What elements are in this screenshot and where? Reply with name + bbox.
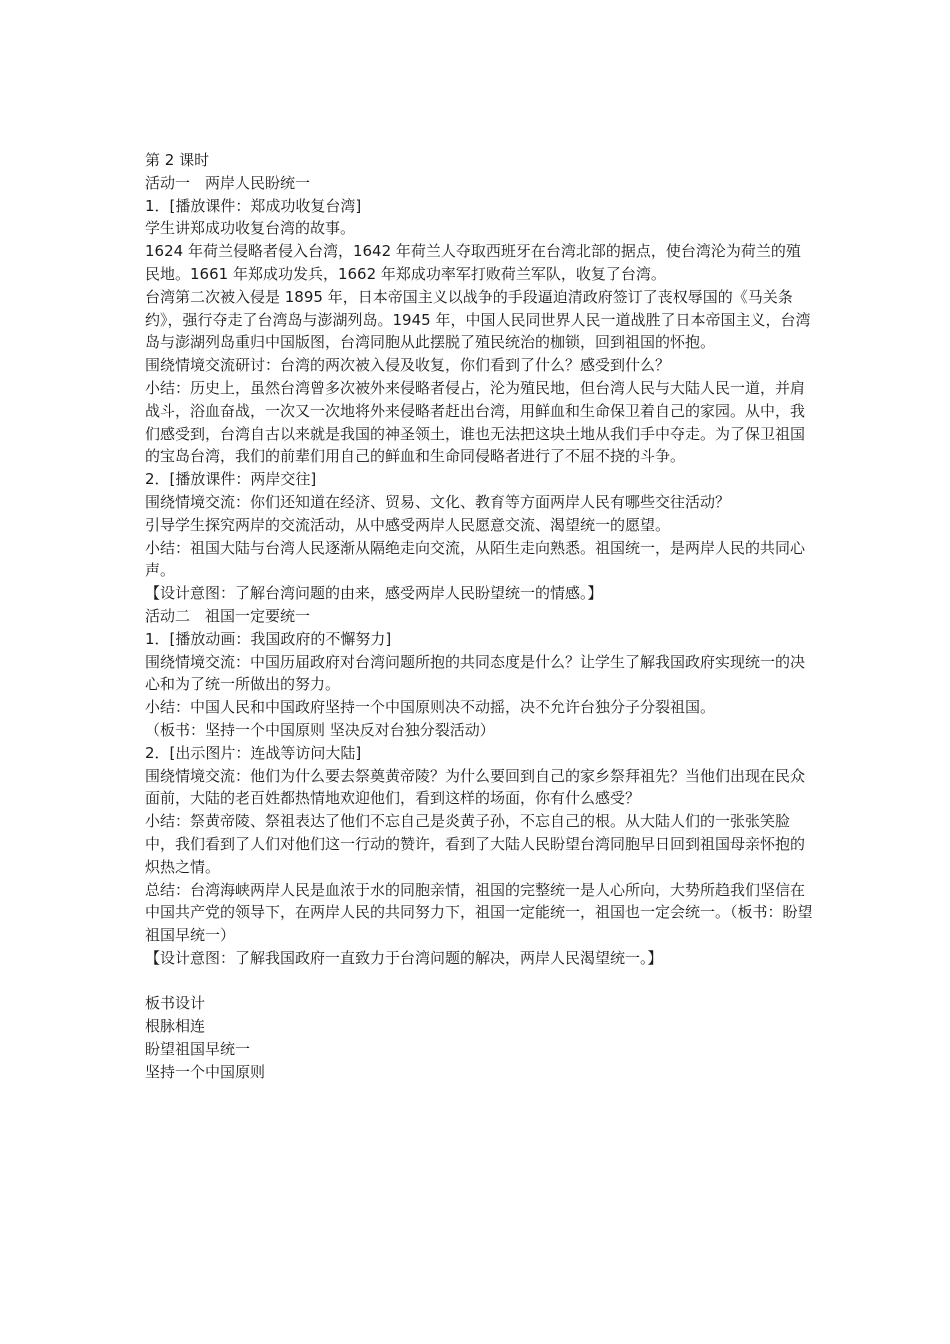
- paragraph: 小结：祖国大陆与台湾人民逐渐从隔绝走向交流，从陌生走向熟悉。祖国统一，是两岸人民的共同心声。: [145, 538, 806, 580]
- paragraph: 小结：中国人民和中国政府坚持一个中国原则决不动摇，决不允许台独分子分裂祖国。: [145, 698, 716, 717]
- paragraph: 总结：台湾海峡两岸人民是血浓于水的同胞亲情，祖国的完整统一是人心所向，大势所趋我们坚信在中国共产党的领导下，在两岸人民的共同努力下，祖国一定能统一，祖国也一定会统一。（板书：盼望祖国早统一）: [145, 880, 813, 945]
- step-2-title: 2．[播放课件：两岸交往]: [145, 470, 317, 489]
- paragraph: 围绕情境交流：他们为什么要去祭奠黄帝陵？为什么要回到自己的家乡祭拜祖先？当他们出现在民众面前，大陆的老百姓都热情地欢迎他们，看到这样的场面，你有什么感受？: [145, 766, 806, 808]
- board-design-item: 盼望祖国早统一: [145, 1040, 251, 1059]
- lesson-heading: 第 2 课时: [145, 151, 210, 169]
- activity-1-title: 活动一 两岸人民盼统一: [145, 173, 311, 192]
- design-intent: 【设计意图：了解我国政府一直致力于台湾问题的解决，两岸人民渴望统一。】: [145, 948, 663, 967]
- board-design-heading: 板书设计: [145, 994, 206, 1013]
- paragraph: 围绕情境交流：你们还知道在经济、贸易、文化、教育等方面两岸人民有哪些交往活动？: [145, 492, 731, 511]
- paragraph: 台湾第二次被入侵是 1895 年，日本帝国主义以战争的手段逼迫清政府签订了丧权辱国的《马关条约》，强行夺走了台湾岛与澎湖列岛。1945 年，中国人民同世界人民一道战胜了日本帝国主义，台湾岛与澎湖列岛重归中国版图，台湾同胞从此摆脱了殖民统治的枷锁，回到祖国的怀抱。: [145, 287, 811, 352]
- paragraph: 引导学生探究两岸的交流活动，从中感受两岸人民愿意交流、渴望统一的愿望。: [145, 515, 671, 534]
- paragraph: 1624 年荷兰侵略者侵入台湾，1642 年荷兰人夺取西班牙在台湾北部的据点，使台湾沦为荷兰的殖民地。1661 年郑成功发兵，1662 年郑成功率军打败荷兰军队，收复了台湾。: [145, 242, 801, 283]
- board-design-item: 坚持一个中国原则: [145, 1062, 266, 1081]
- design-intent: 【设计意图：了解台湾问题的由来，感受两岸人民盼望统一的情感。】: [145, 584, 603, 603]
- paragraph: 小结：祭黄帝陵、祭祖表达了他们不忘自己是炎黄子孙，不忘自己的根。从大陆人们的一张张笑脸中，我们看到了人们对他们这一行动的赞许，看到了大陆人民盼望台湾同胞早日回到祖国母亲怀抱的炽热之情。: [145, 812, 806, 876]
- paragraph: 围绕情境交流：中国历届政府对台湾问题所抱的共同态度是什么？让学生了解我国政府实现统一的决心和为了统一所做出的努力。: [145, 652, 806, 694]
- paragraph: 围绕情境交流研讨：台湾的两次被入侵及收复，你们看到了什么？感受到什么？: [145, 356, 671, 375]
- activity-2-title: 活动二 祖国一定要统一: [145, 606, 311, 625]
- paragraph: （板书：坚持一个中国原则 坚决反对台独分裂活动）: [145, 720, 495, 739]
- paragraph: 学生讲郑成功收复台湾的故事。: [145, 219, 356, 238]
- document-body: [145, 149, 813, 1084]
- step-2-title: 2．[出示图片：连战等访问大陆]: [145, 743, 362, 762]
- blank-line: [145, 970, 813, 993]
- step-1-title: 1．[播放课件：郑成功收复台湾]: [145, 196, 362, 215]
- board-design-item: 根脉相连: [145, 1017, 206, 1036]
- step-1-title: 1．[播放动画：我国政府的不懈努力]: [145, 629, 392, 648]
- paragraph: 小结：历史上，虽然台湾曾多次被外来侵略者侵占，沦为殖民地，但台湾人民与大陆人民一道，并肩战斗，浴血奋战，一次又一次地将外来侵略者赶出台湾，用鲜血和生命保卫着自己的家园。从中，我们感受到，台湾自古以来就是我国的神圣领土，谁也无法把这块土地从我们手中夺走。为了保卫祖国的宝岛台湾，我们的前辈们用自己的鲜血和生命同侵略者进行了不屈不挠的斗争。: [145, 378, 806, 466]
